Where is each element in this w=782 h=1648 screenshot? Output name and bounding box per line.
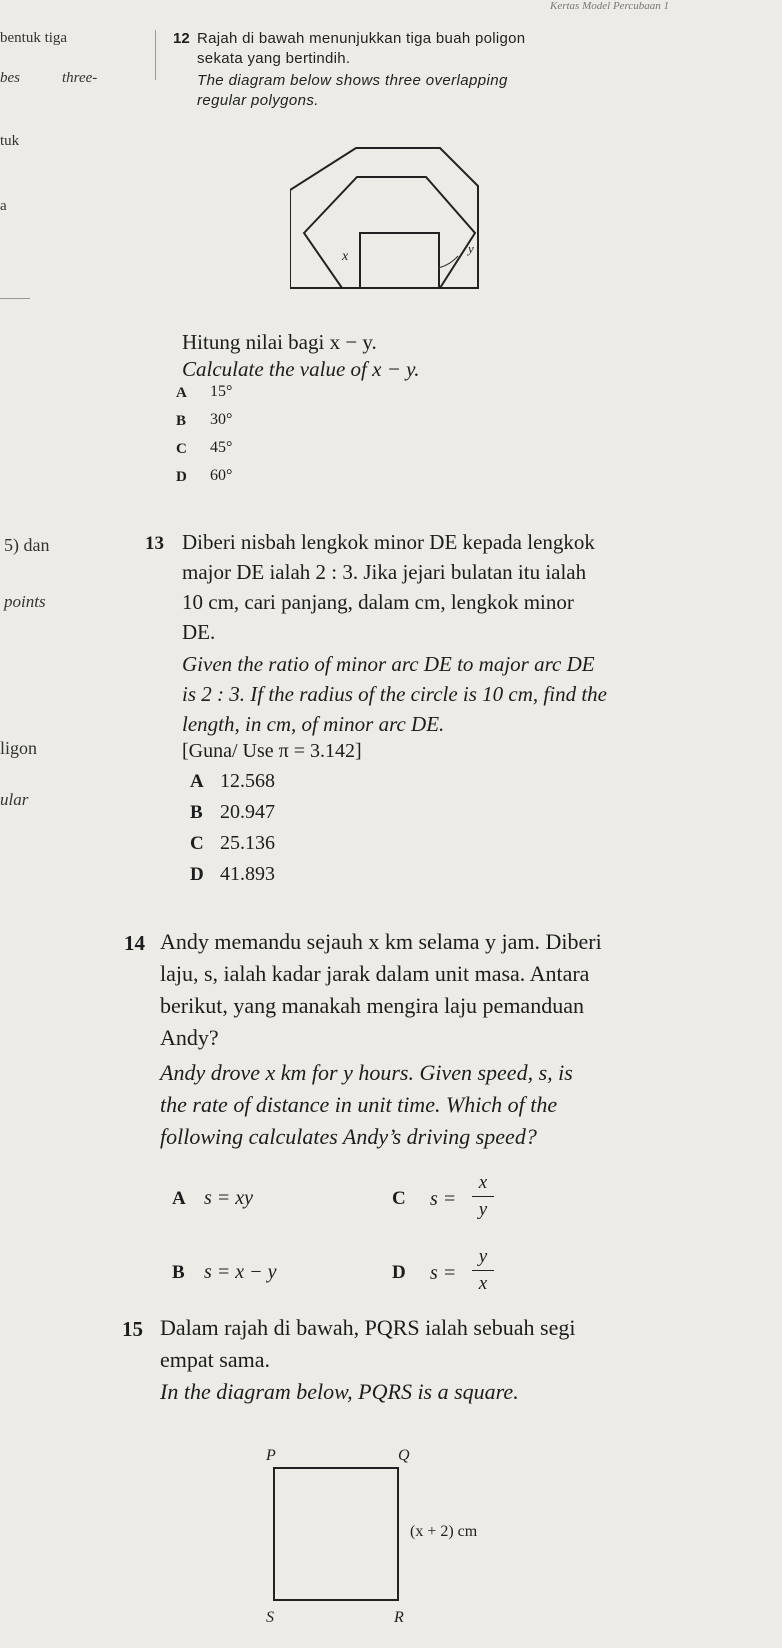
q14-ms-line: berikut, yang manakah mengira laju pemanduan [160,993,584,1018]
fraction-numerator: y [478,1246,488,1267]
angle-y-label: y [468,241,474,256]
fraction-denominator: x [478,1273,488,1294]
q13-ms-line: DE. [182,620,216,644]
option-text: 41.893 [220,863,275,885]
option-text: 12.568 [220,770,275,792]
q12-prompt-ms: Hitung nilai bagi x − y. [182,330,377,354]
margin-fragment: three- [62,70,98,86]
margin-fragment: points [4,592,46,611]
q12-ms-line: Rajah di bawah menunjukkan tiga buah poligon [197,30,526,47]
q12-en-line: regular polygons. [197,92,319,109]
option-c-fraction [472,1172,494,1221]
fraction-numerator: x [478,1172,488,1193]
q13-hint: [Guna/ Use π = 3.142] [182,740,362,762]
q13-ms-line: 10 cm, cari panjang, dalam cm, lengkok minor [182,590,574,614]
margin-fragment: bentuk tiga [0,30,68,46]
square-outline [360,233,439,288]
q14-en-line: Andy drove x km for y hours. Given speed, s, is [160,1060,573,1085]
option-text: 45° [210,439,233,456]
option-text: 25.136 [220,832,275,854]
margin-fragment: bes [0,70,20,86]
page-header: Kertas Model Percubaan 1 [550,0,670,12]
vertex-p-label: P [266,1447,276,1464]
option-text: 20.947 [220,801,275,823]
q14-en-line: the rate of distance in unit time. Which of the [160,1092,558,1117]
option-letter: B [172,1262,185,1283]
margin-fragment: ligon [0,738,38,758]
option-c-lhs: s = [430,1188,457,1210]
q14-ms-line: Andy? [160,1025,219,1050]
option-letter: A [176,385,187,401]
square-pqrs [274,1468,398,1600]
q13-ms-line: major DE ialah 2 : 3. Jika jejari bulatan itu ialah [182,560,587,584]
option-text: s = x − y [204,1261,277,1283]
margin-fragment: 5) dan [4,535,50,555]
q12-ms-line: sekata yang bertindih. [197,50,351,67]
q15-en-line: In the diagram below, PQRS is a square. [160,1379,519,1404]
option-letter: D [392,1262,406,1283]
fraction-bar [472,1270,494,1271]
margin-fragment: a [0,198,7,214]
question-number: 14 [124,931,145,955]
vertex-r-label: R [394,1609,404,1626]
option-letter: B [176,413,187,429]
option-letter: A [172,1188,186,1209]
side-length-label: (x + 2) cm [410,1523,478,1540]
question-number: 13 [145,533,164,554]
option-text: 15° [210,383,233,400]
option-letter: C [392,1188,406,1209]
option-d-lhs: s = [430,1262,457,1284]
q12-prompt-en: Calculate the value of x − y. [182,357,420,381]
option-letter: C [190,833,204,854]
option-text: s = xy [204,1187,254,1209]
question-number: 12 [173,30,190,47]
angle-x-label: x [342,249,349,264]
overlapping-polygons-diagram [290,130,490,310]
option-text: 30° [210,411,233,428]
option-letter: A [190,771,204,792]
margin-fragment: tuk [0,133,20,149]
q13-en-line: Given the ratio of minor arc DE to major arc DE [182,652,595,676]
q13-en-line: length, in cm, of minor arc DE. [182,712,445,736]
q15-ms-line: Dalam rajah di bawah, PQRS ialah sebuah segi [160,1315,576,1340]
q14-ms-line: Andy memandu sejauh x km selama y jam. Diberi [160,929,602,954]
option-letter: B [190,802,203,823]
option-letter: C [176,441,187,457]
margin-rule [0,298,30,299]
q13-ms-line: Diberi nisbah lengkok minor DE kepada lengkok [182,530,595,554]
vertex-q-label: Q [398,1447,410,1464]
question-number: 15 [122,1317,143,1341]
column-divider [155,30,156,80]
vertex-s-label: S [266,1609,274,1626]
option-text: 60° [210,467,233,484]
margin-fragment: ular [0,790,29,809]
q14-en-line: following calculates Andy’s driving speed? [160,1124,537,1149]
q15-ms-line: empat sama. [160,1347,270,1372]
q13-en-line: is 2 : 3. If the radius of the circle is 10 cm, find the [182,682,607,706]
option-letter: D [176,469,187,485]
fraction-denominator: y [478,1199,488,1220]
fraction-bar [472,1196,494,1197]
q14-ms-line: laju, s, ialah kadar jarak dalam unit masa. Antara [160,961,590,986]
option-letter: D [190,864,204,885]
square-pqrs-diagram [258,1440,578,1640]
q12-en-line: The diagram below shows three overlapping [197,72,508,89]
option-d-fraction [472,1246,494,1295]
